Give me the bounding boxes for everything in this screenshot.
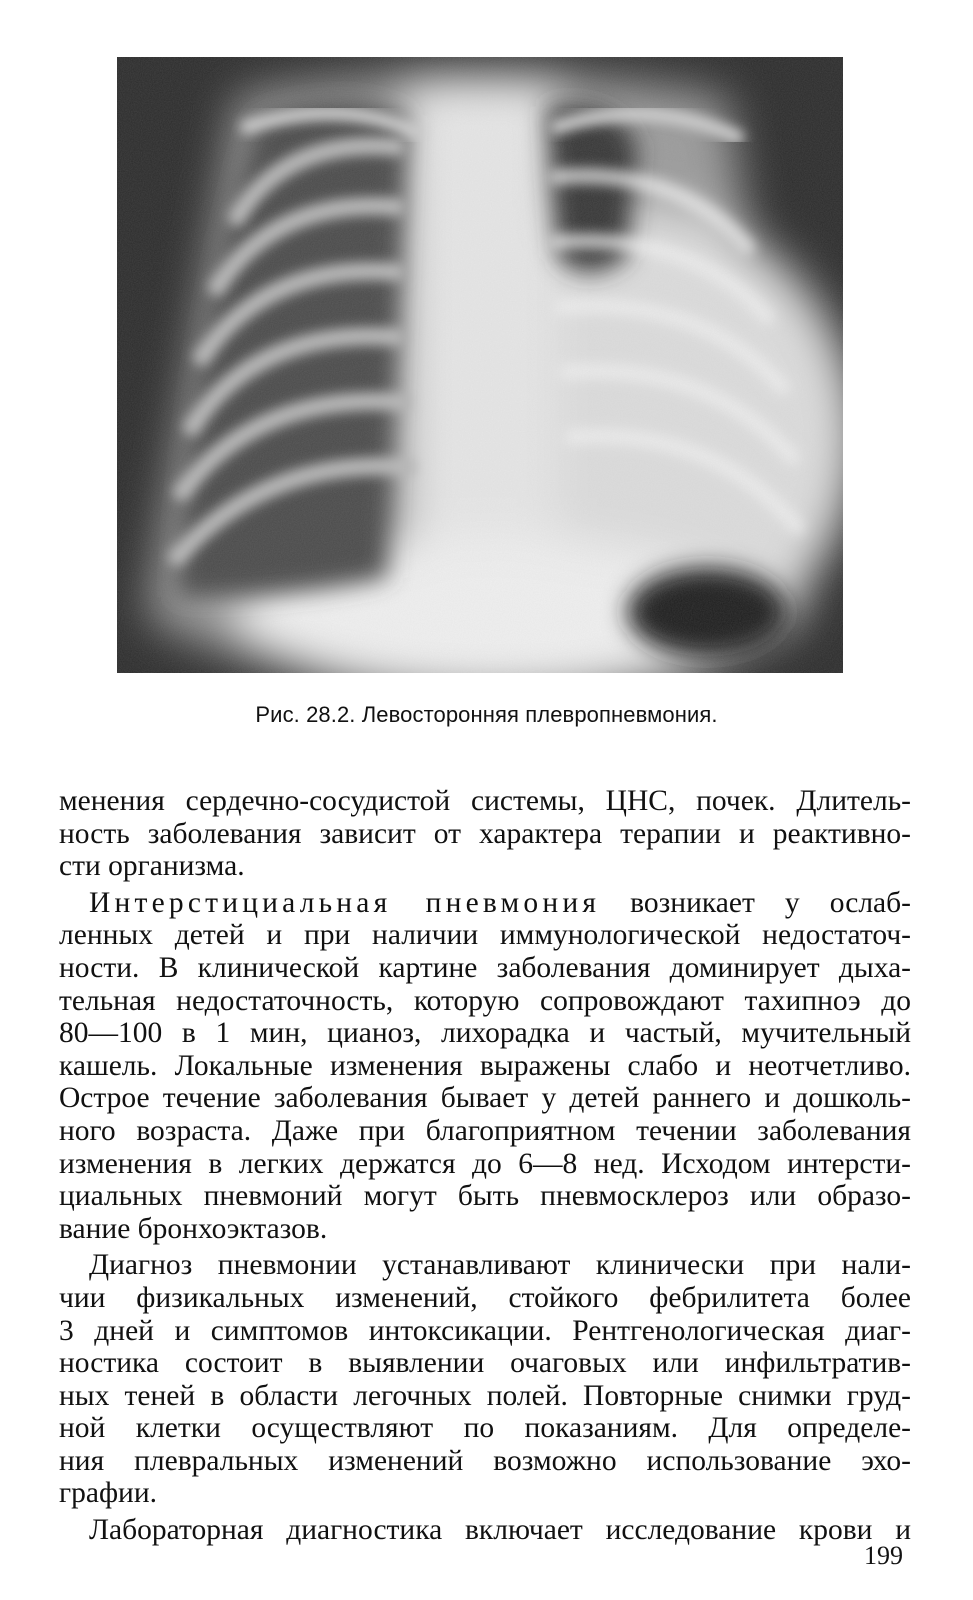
figure-caption: Рис. 28.2. Левосторонняя плевропневмония. bbox=[255, 702, 718, 727]
text-line: тельная недостаточность, которую сопровождают тахипноэ до bbox=[59, 984, 911, 1017]
text-line: ностика состоит в выявлении очаговых или инфильтратив- bbox=[59, 1347, 911, 1380]
page-number: 199 bbox=[864, 1541, 903, 1570]
text-line: ного возраста. Даже при благоприятном течении заболевания bbox=[59, 1114, 911, 1147]
text-line: Острое течение заболевания бывает у детей раннего и дошколь- bbox=[59, 1082, 911, 1115]
text-line: кашель. Локальные изменения выражены слабо и неотчетливо. bbox=[59, 1049, 911, 1082]
text-line: Диагноз пневмонии устанавливают клинически при нали- bbox=[89, 1249, 911, 1282]
text-line: ность заболевания зависит от характера терапии и реактивно- bbox=[59, 817, 911, 850]
text-line: ности. В клинической картине заболевания доминирует дыха- bbox=[59, 951, 911, 984]
text-line: ных теней в области легочных полей. Повторные снимки груд- bbox=[59, 1379, 911, 1412]
text-line: 80—100 в 1 мин, цианоз, лихорадка и частый, мучительный bbox=[59, 1017, 911, 1050]
text-line: Лабораторная диагностика включает исследование крови и bbox=[89, 1514, 911, 1547]
text-line: ленных детей и при наличии иммунологической недостаточ- bbox=[59, 919, 911, 952]
text-line: менения сердечно-сосудистой системы, ЦНС, почек. Длитель- bbox=[59, 785, 911, 817]
text-line: ной клетки осуществляют по показаниям. Для определе- bbox=[59, 1412, 911, 1445]
text-line: графии. bbox=[59, 1477, 158, 1510]
text-line: циальных пневмоний могут быть пневмосклероз или образо- bbox=[59, 1180, 911, 1213]
text-line: чии физикальных изменений, стойкого фебрилитета более bbox=[59, 1281, 911, 1314]
text-line: вание бронхоэктазов. bbox=[59, 1212, 328, 1245]
text-line: 3 дней и симптомов интоксикации. Рентгенологическая диаг- bbox=[59, 1314, 911, 1347]
text-line: сти организма. bbox=[59, 850, 245, 883]
text-line: изменения в легких держатся до 6—8 нед. Исходом интерсти- bbox=[59, 1147, 911, 1180]
body-text bbox=[59, 785, 911, 1547]
text-fragment: возникает у ослаб- bbox=[600, 886, 911, 919]
text-line bbox=[59, 887, 911, 920]
chest-xray-image bbox=[117, 57, 843, 673]
text-line: ния плевральных изменений возможно использование эхо- bbox=[59, 1444, 911, 1477]
term-interstitial-pneumonia: Интерстициальная пневмония bbox=[89, 886, 601, 919]
